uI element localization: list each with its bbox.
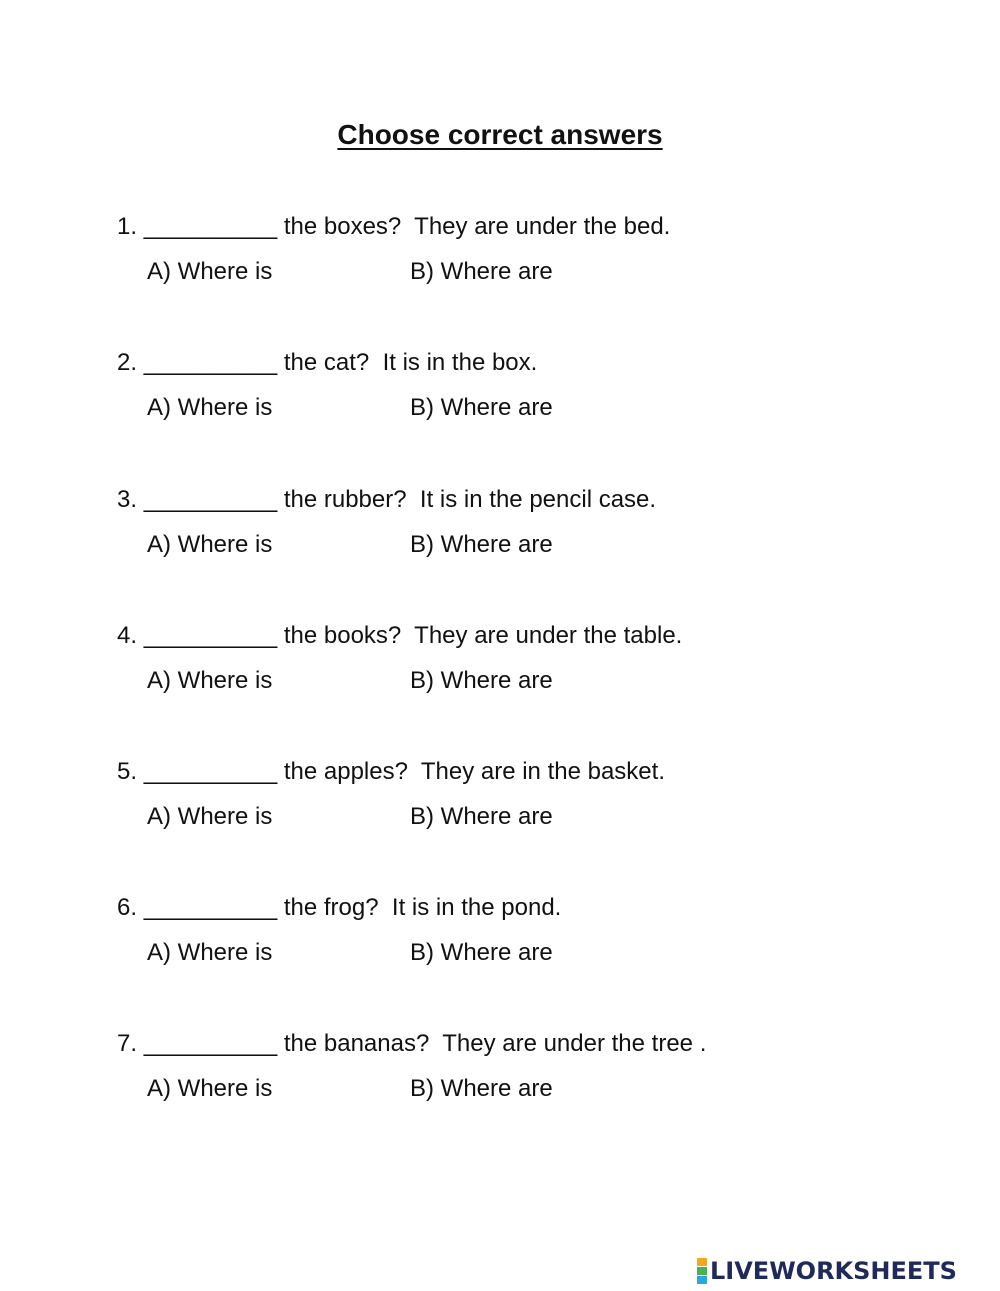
answer-blank[interactable]: __________ (143, 486, 278, 513)
option-b[interactable]: B) Where are (410, 258, 553, 285)
option-a[interactable]: A) Where is (147, 803, 273, 830)
question-sentence: the bananas? They are under the tree . (277, 1030, 707, 1057)
answer-blank[interactable]: __________ (143, 213, 278, 240)
option-a[interactable]: A) Where is (147, 939, 273, 966)
question-4 (0, 621, 1000, 721)
option-b[interactable]: B) Where are (410, 939, 553, 966)
question-text (117, 348, 537, 378)
question-text (117, 893, 561, 923)
logo-text: LIVEWORKSHEETS (710, 1257, 957, 1285)
answer-blank[interactable]: __________ (143, 622, 278, 649)
liveworksheets-logo (697, 1256, 957, 1286)
question-3 (0, 485, 1000, 585)
question-number: 1. (117, 213, 138, 240)
option-a[interactable]: A) Where is (147, 258, 273, 285)
option-b[interactable]: B) Where are (410, 394, 553, 421)
question-sentence: the boxes? They are under the bed. (277, 213, 671, 240)
question-sentence: the books? They are under the table. (277, 622, 683, 649)
question-2 (0, 348, 1000, 448)
option-b[interactable]: B) Where are (410, 667, 553, 694)
question-number: 7. (117, 1030, 138, 1057)
answer-blank[interactable]: __________ (143, 349, 278, 376)
question-text (117, 485, 656, 515)
question-sentence: the frog? It is in the pond. (277, 894, 562, 921)
question-6 (0, 893, 1000, 993)
question-number: 2. (117, 349, 138, 376)
question-text (117, 1029, 706, 1059)
question-sentence: the rubber? It is in the pencil case. (277, 486, 657, 513)
option-b[interactable]: B) Where are (410, 531, 553, 558)
question-5 (0, 757, 1000, 857)
option-b[interactable]: B) Where are (410, 1075, 553, 1102)
question-number: 5. (117, 758, 138, 785)
question-number: 4. (117, 622, 138, 649)
answer-blank[interactable]: __________ (143, 758, 278, 785)
option-a[interactable]: A) Where is (147, 667, 273, 694)
question-7 (0, 1029, 1000, 1129)
question-sentence: the apples? They are in the basket. (277, 758, 665, 785)
question-number: 6. (117, 894, 138, 921)
answer-blank[interactable]: __________ (143, 1030, 278, 1057)
question-1 (0, 212, 1000, 312)
liveworksheets-logo-icon (697, 1258, 707, 1284)
option-a[interactable]: A) Where is (147, 1075, 273, 1102)
option-a[interactable]: A) Where is (147, 531, 273, 558)
question-text (117, 621, 682, 651)
option-b[interactable]: B) Where are (410, 803, 553, 830)
option-a[interactable]: A) Where is (147, 394, 273, 421)
page-title: Choose correct answers (337, 119, 663, 150)
question-text (117, 212, 670, 242)
answer-blank[interactable]: __________ (143, 894, 278, 921)
question-text (117, 757, 665, 787)
question-number: 3. (117, 486, 138, 513)
question-sentence: the cat? It is in the box. (277, 349, 538, 376)
